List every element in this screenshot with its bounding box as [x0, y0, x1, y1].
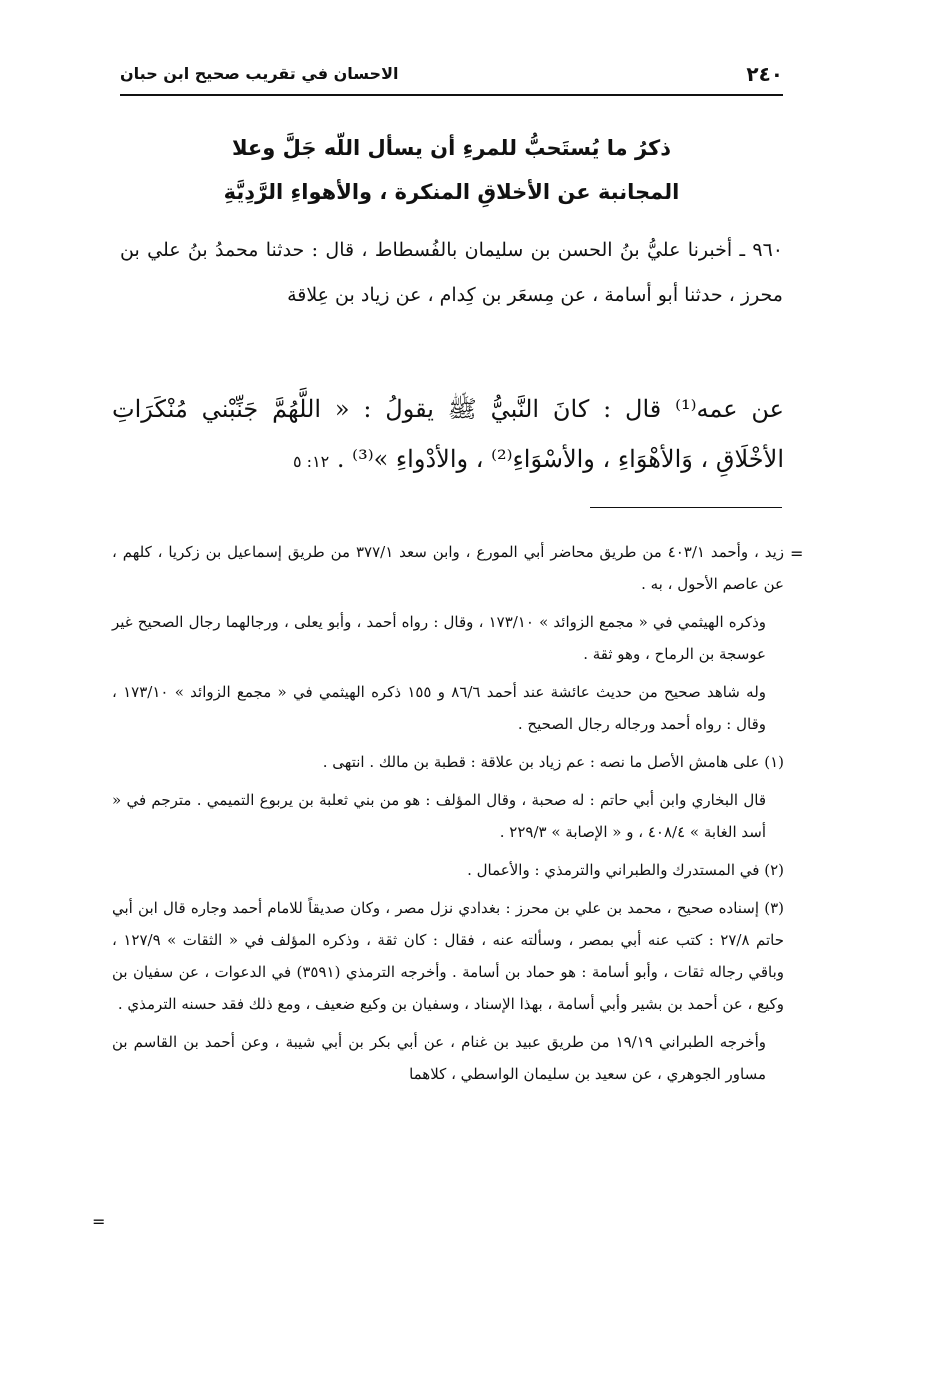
- chapter-title-line-1: ذكرُ ما يُستَحبُّ للمرءِ أن يسأل اللّه جَلَّ وعلا: [231, 136, 672, 160]
- continuation-mark-bottom: =: [92, 1212, 106, 1231]
- isnad-text: ٩٦٠ ـ أخبرنا عليُّ بنُ الحسن بن سليمان بالفُسطاط ، قال : حدثنا محمدُ بنُ علي بن محرز ، حدثنا أبو أسامة ، عن مِسعَر بن كِدام ، عن زياد بن عِلاقة: [120, 239, 783, 306]
- chapter-title-line-2: المجانبة عن الأخلاقِ المنكرة ، والأهواءِ الرَّدِيَّةِ: [223, 180, 680, 204]
- footnote-separator: [590, 507, 782, 508]
- footnote-1: (١) على هامش الأصل ما نصه : عم زياد بن علاقة : قطبة بن مالك . انتهى .: [322, 753, 784, 771]
- footnote-continued-2: وذكره الهيثمي في « مجمع الزوائد » ١٧٣/١٠ ، وقال : رواه أحمد ، وأبو يعلى ، ورجالهما رجال الصحيح غير عوسجة بن الرماح ، وهو ثقة .: [112, 613, 766, 663]
- footnotes: [112, 536, 784, 1096]
- running-header: [120, 60, 783, 96]
- hadith-matn: [112, 384, 784, 487]
- footnote-3: (٣) إسناده صحيح ، محمد بن علي بن محرز : بغدادي نزل مصر ، وكان صديقاً للامام أحمد وجاره قال ابن أبي حاتم ٢٧/٨ : كتب عنه أبي بمصر ، وسألته عنه ، فقال : كان ثقة ، وذكره المؤلف في « الثقات » ١٢٧/٩ ، وباقي رجاله ثقات ، وأبو أسامة : هو حماد بن أسامة . وأخرجه الترمذي (٣٥٩١) في الدعوات ، عن سفيان بن وكيع ، عن أحمد بن بشير وأبي أسامة ، بهذا الإسناد ، وسفيان بن وكيع ضعيف ، ومع ذلك فقد حسنه الترمذي .: [112, 899, 785, 1013]
- continuation-mark-top: =: [790, 544, 804, 563]
- matn-text: عن عمه⁽¹⁾ قال : كانَ النَّبيُّ ﷺ يقولُ : « اللَّهُمَّ جَنِّبْني مُنْكَرَاتِ الأخْلَاقِ ، وَالأهْوَاءِ ، والأسْوَاءِ⁽²⁾ ، والأدْواءِ »⁽³⁾ .: [112, 395, 784, 473]
- page-number: ٢٤٠: [746, 62, 783, 86]
- footnote-continued-3: وله شاهد صحيح من حديث عائشة عند أحمد ٨٦/٦ و ١٥٥ ذكره الهيثمي في « مجمع الزوائد » ١٧٣/١٠ ، وقال : رواه أحمد ورجاله رجال الصحيح .: [112, 683, 767, 733]
- footnote-continued-1: زيد ، وأحمد ٤٠٣/١ من طريق محاضر أبي المورع ، وابن سعد ٣٧٧/١ من طريق إسماعيل بن زكريا ، كلهم ، عن عاصم الأحول ، به .: [112, 543, 785, 593]
- book-title: الاحسان في تقريب صحيح ابن حبان: [120, 64, 399, 83]
- chapter-title: [120, 126, 783, 214]
- footnote-1-continued: قال البخاري وابن أبي حاتم : له صحبة ، وقال المؤلف : هو من بني ثعلبة بن يربوع التميمي . مترجم في « أسد الغابة » ٤٠٨/٤ ، و « الإصابة » ٢٢٩/٣ .: [112, 791, 766, 841]
- matn-reference: ١٢: ٥: [293, 452, 330, 471]
- footnote-2: (٢) في المستدرك والطبراني والترمذي : والأعمال .: [467, 861, 784, 879]
- footnote-3-continued: وأخرجه الطبراني ١٩/١٩ من طريق عبيد بن غنام ، عن أبي بكر بن أبي شيبة ، وعن أحمد بن القاسم بن مساور الجوهري ، عن سعيد بن سليمان الواسطي ، كلاهما: [112, 1033, 766, 1083]
- hadith-isnad: [120, 228, 783, 318]
